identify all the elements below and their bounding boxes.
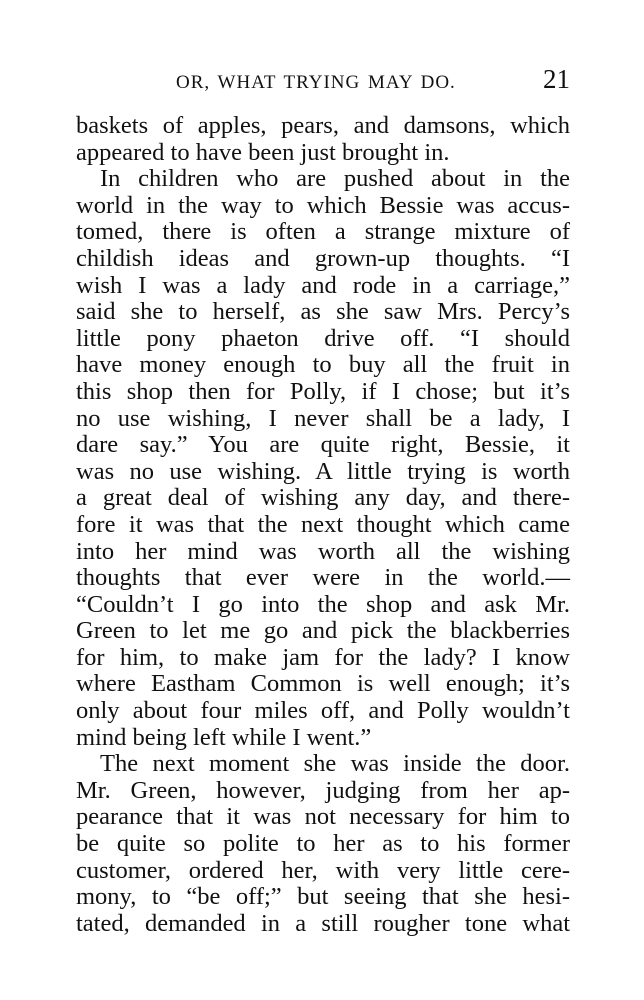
text-line: world in the way to which Bessie was accus-	[76, 191, 570, 219]
running-title: OR, WHAT TRYING MAY DO.	[176, 72, 456, 93]
text-line: tated, demanded in a still rougher tone what	[76, 909, 570, 937]
text-line: mind being left while I went.”	[76, 723, 372, 751]
text-line: Green to let me go and pick the blackberries	[76, 617, 570, 645]
text-line: The next moment she was inside the door.	[100, 750, 570, 778]
text-line: said she to herself, as she saw Mrs. Percy’s	[76, 298, 570, 326]
text-line: where Eastham Common is well enough; it’s	[76, 670, 570, 698]
text-line: a great deal of wishing any day, and there-	[76, 484, 570, 512]
text-line: Mr. Green, however, judging from her ap-	[76, 776, 570, 804]
text-line: dare say.” You are quite right, Bessie, it	[76, 431, 570, 459]
text-line: fore it was that the next thought which came	[76, 510, 570, 538]
text-line: into her mind was worth all the wishing	[76, 537, 570, 565]
text-line: tomed, there is often a strange mixture of	[76, 218, 570, 246]
text-line: pearance that it was not necessary for him to	[76, 803, 570, 831]
running-head	[74, 62, 572, 96]
text-line: this shop then for Polly, if I chose; but it’s	[76, 377, 570, 405]
text-line: In children who are pushed about in the	[100, 165, 570, 193]
text-line: have money enough to buy all the fruit in	[76, 351, 570, 379]
text-line: was no use wishing. A little trying is worth	[76, 457, 570, 485]
text-line: thoughts that ever were in the world.—	[76, 564, 570, 592]
text-line: no use wishing, I never shall be a lady, I	[76, 404, 570, 432]
text-line: for him, to make jam for the lady? I know	[76, 643, 570, 671]
text-line: childish ideas and grown-up thoughts. “I	[76, 244, 570, 272]
text-line: baskets of apples, pears, and damsons, which	[76, 112, 570, 139]
text-line: customer, ordered her, with very little cere-	[76, 856, 570, 884]
text-line: little pony phaeton drive off. “I should	[76, 324, 570, 352]
text-line: be quite so polite to her as to his former	[76, 830, 570, 858]
text-line: mony, to “be off;” but seeing that she hesi-	[76, 883, 570, 911]
text-line: only about four miles off, and Polly wouldn’t	[76, 697, 570, 725]
text-line: “Couldn’t I go into the shop and ask Mr.	[76, 590, 570, 618]
text-line: wish I was a lady and rode in a carriage,”	[76, 271, 570, 299]
text-line: appeared to have been just brought in.	[76, 138, 450, 166]
page-number: 21	[543, 64, 570, 94]
body-text	[76, 113, 570, 937]
